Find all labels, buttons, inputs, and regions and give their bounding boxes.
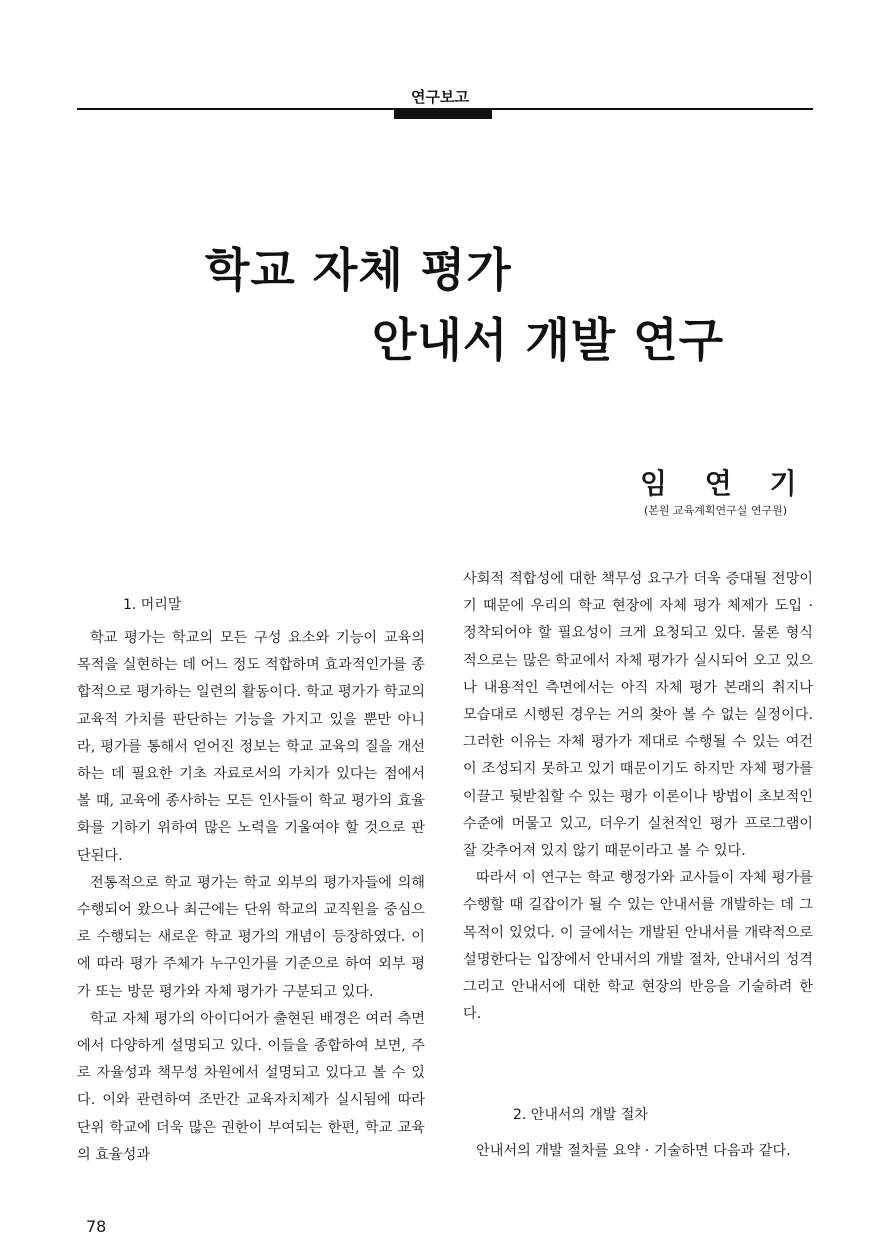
article-title-line-2: 안내서 개발 연구 <box>372 313 725 367</box>
page-number: 78 <box>86 1217 107 1236</box>
body-paragraph: 따라서 이 연구는 학교 행정가와 교사들이 자체 평가를 수행할 때 길잡이가 될 수 있는 안내서를 개발하는 데 그 목적이 있었다. 이 글에서는 개발된 안내서를 개략적으로 설명한다는 입장에서 안내서의 개발 절차, 안내서의 성격 그리고 안내서에 대한 학교 현장의 반응을 기술하려 한다. <box>463 870 813 1023</box>
body-paragraph: 학교 평가는 학교의 모든 구성 요소와 기능이 교육의 목적을 실현하는 데 어느 정도 적합하며 효과적인가를 종합적으로 평가하는 일련의 활동이다. 학교 평가가 학교의 교육적 가치를 판단하는 기능을 가지고 있을 뿐만 아니라, 평가를 통해서 얻어진 정보는 학교 교육의 질을 개선하는 데 필요한 기초 자료로서의 가치가 있다는 점에서 볼 때, 교육에 종사하는 모든 인사들이 학교 평가의 효율화를 기하기 위하여 많은 노력을 기울여야 할 것으로 판단된다. <box>77 630 425 864</box>
section-heading-development-procedure: 2. 안내서의 개발 절차 <box>513 1107 648 1123</box>
body-paragraph: 사회적 적합성에 대한 책무성 요구가 더욱 증대될 전망이기 때문에 우리의 학교 현장에 자체 평가 체제가 도입 · 정착되어야 할 필요성이 크게 요청되고 있다. 물론 형식적으로는 많은 학교에서 자체 평가가 실시되어 오고 있으나 내용적인 측면에서는 아직 자체 평가 본래의 취지나 모습대로 시행된 경우는 거의 찾아 볼 수 없는 실정이다. 그러한 이유는 자체 평가가 제대로 수행될 수 있는 여건이 조성되지 못하고 있기 때문이기도 하지만 자체 평가를 이끌고 뒷받침할 수 있는 평가 이론이나 방법이 초보적인 수준에 머물고 있고, 더우기 실천적인 평가 프로그램이 잘 갖추어져 있지 않기 때문이라고 볼 수 있다. <box>463 571 813 860</box>
left-column <box>77 625 425 1169</box>
right-column <box>463 566 813 1028</box>
article-title-line-1: 학교 자체 평가 <box>205 243 512 297</box>
body-paragraph: 안내서의 개발 절차를 요약 · 기술하면 다음과 같다. <box>476 1143 791 1159</box>
header-block-bar <box>394 110 492 119</box>
body-paragraph: 학교 자체 평가의 아이디어가 출현된 배경은 여러 측면에서 다양하게 설명되고 있다. 이들을 종합하여 보면, 주로 자율성과 책무성 차원에서 설명되고 있다고 볼 수 있다. 이와 관련하여 조만간 교육자치제가 실시됨에 따라 단위 학교에 더욱 많은 권한이 부여되는 한편, 학교 교육의 효율성과 <box>77 1010 425 1163</box>
section-heading-introduction: 1. 머리말 <box>123 597 182 613</box>
right-column-lower <box>463 1138 813 1165</box>
body-paragraph: 전통적으로 학교 평가는 학교 외부의 평가자들에 의해 수행되어 왔으나 최근에는 단위 학교의 교직원을 중심으로 수행되는 새로운 학교 평가의 개념이 등장하였다. 이에 따라 평가 주체가 누구인가를 기준으로 하여 외부 평가 또는 방문 평가와 자체 평가가 구분되고 있다. <box>77 874 425 1000</box>
author-affiliation: (본원 교육계획연구실 연구원) <box>644 504 788 517</box>
author-name: 임 연 기 <box>640 467 811 500</box>
section-label: 연구보고 <box>411 88 469 106</box>
